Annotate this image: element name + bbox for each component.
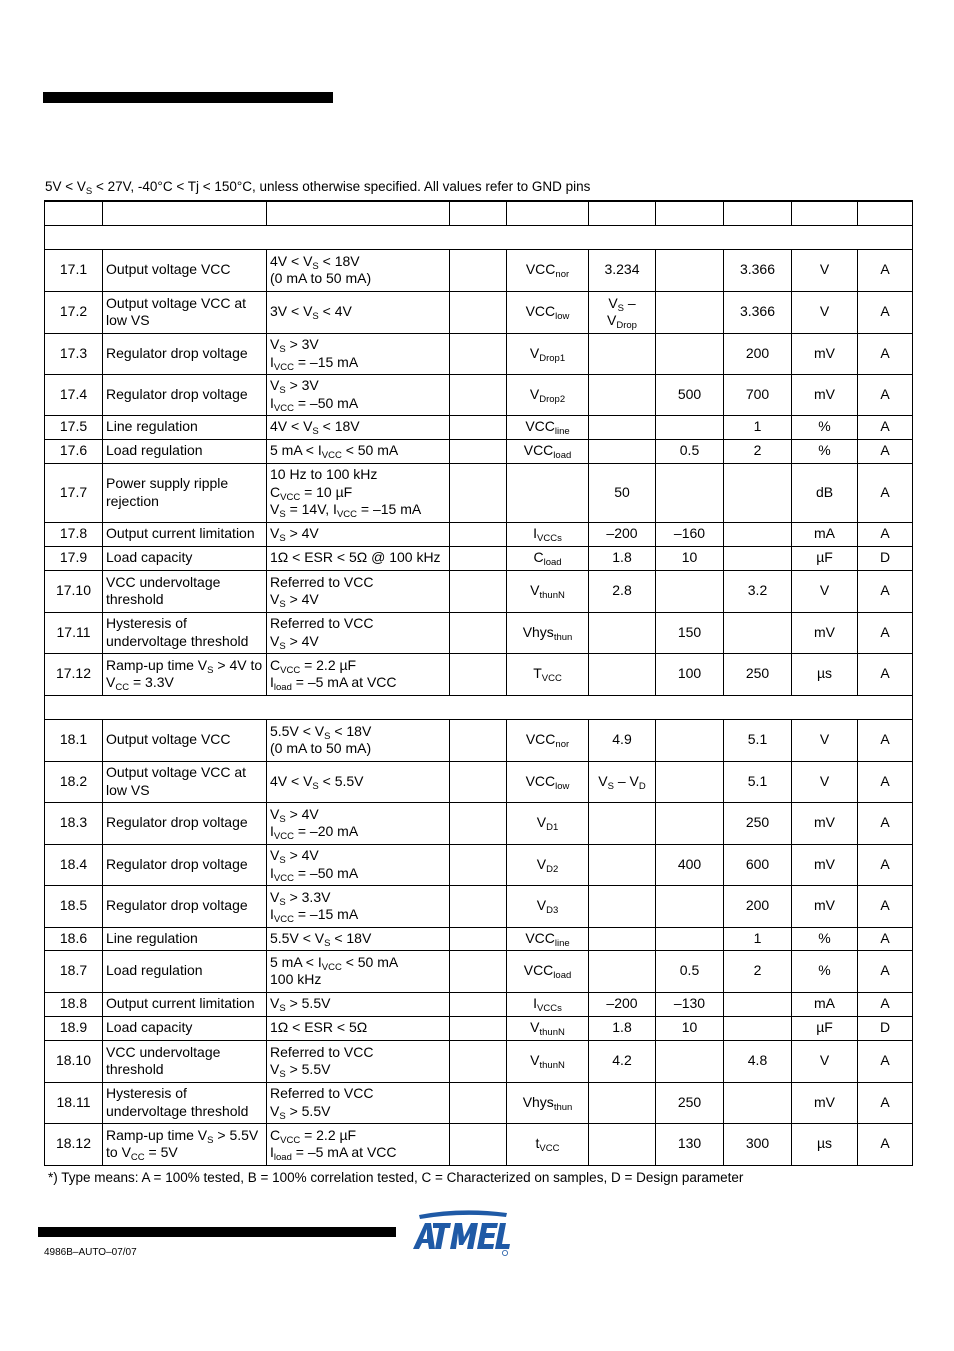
cell-param-number: 18.10 (45, 1040, 103, 1082)
cell-max (724, 463, 792, 522)
cell-pin (450, 653, 507, 695)
cell-type: D (858, 546, 913, 570)
cell-type: A (858, 802, 913, 844)
cell-pin (450, 844, 507, 885)
cell-parameter: Hysteresis of undervoltage threshold (103, 1082, 267, 1123)
cell-max (724, 522, 792, 546)
cell-typ (656, 885, 724, 927)
cell-max (724, 612, 792, 653)
cell-pin (450, 950, 507, 992)
cell-symbol: $V_{thunN}$ (507, 570, 589, 612)
cell-unit: V (792, 291, 858, 333)
cell-parameter: Power supply ripple rejection (103, 463, 267, 522)
cell-param-number: 18.8 (45, 992, 103, 1016)
cell-test-conditions: $5.5V < V_S < 18V$ (267, 927, 450, 950)
cell-max: 3.2 (724, 570, 792, 612)
cell-type: A (858, 612, 913, 653)
cell-param-number: 17.1 (45, 249, 103, 291)
cell-param-number: 17.11 (45, 612, 103, 653)
cell-max: 600 (724, 844, 792, 885)
cell-max (724, 546, 792, 570)
table-row (45, 374, 913, 415)
cell-min (589, 1082, 656, 1123)
cell-type: A (858, 761, 913, 802)
cell-symbol: $VCC_{low}$ (507, 761, 589, 802)
cell-min: –200 (589, 522, 656, 546)
cell-unit: mA (792, 522, 858, 546)
cell-test-conditions: 1Ω < ESR < 5Ω (267, 1016, 450, 1040)
header-pin (450, 201, 507, 225)
cell-max: 3.366 (724, 249, 792, 291)
cell-type: A (858, 291, 913, 333)
header-typ (656, 201, 724, 225)
cell-symbol: $T_{VCC}$ (507, 653, 589, 695)
cell-unit: dB (792, 463, 858, 522)
cell-param-number: 18.11 (45, 1082, 103, 1123)
cell-symbol: $VCC_{nor}$ (507, 719, 589, 761)
cell-typ (656, 463, 724, 522)
cell-typ: 400 (656, 844, 724, 885)
cell-typ (656, 927, 724, 950)
cell-pin (450, 546, 507, 570)
table-row (45, 1082, 913, 1123)
cell-typ: 10 (656, 546, 724, 570)
cell-test-conditions: $C_{VCC} = 2.2$ µF $I_{load} = -5$ mA at VCC (267, 653, 450, 695)
cell-max: 2 (724, 439, 792, 463)
cell-unit: % (792, 950, 858, 992)
cell-typ: 0.5 (656, 950, 724, 992)
cell-pin (450, 761, 507, 802)
cell-pin (450, 1016, 507, 1040)
cell-min: 4.2 (589, 1040, 656, 1082)
cell-pin (450, 612, 507, 653)
table-row (45, 1123, 913, 1165)
cell-type: A (858, 1082, 913, 1123)
cell-unit: mV (792, 802, 858, 844)
cell-parameter: Regulator drop voltage (103, 844, 267, 885)
cell-typ: 0.5 (656, 439, 724, 463)
cell-min (589, 612, 656, 653)
cell-unit: mV (792, 612, 858, 653)
table-row (45, 802, 913, 844)
cell-type: A (858, 927, 913, 950)
cell-symbol: $VCC_{low}$ (507, 291, 589, 333)
cell-min (589, 844, 656, 885)
cell-test-conditions: $V_S > 5.5V$ (267, 992, 450, 1016)
cell-unit: µF (792, 1016, 858, 1040)
cell-min: 1.8 (589, 1016, 656, 1040)
cell-pin (450, 522, 507, 546)
cell-symbol: $t_{VCC}$ (507, 1123, 589, 1165)
cell-min (589, 653, 656, 695)
cell-test-conditions: $V_S > 4V$ (267, 522, 450, 546)
cell-pin (450, 463, 507, 522)
cell-param-number: 18.1 (45, 719, 103, 761)
cell-test-conditions: Referred to VCC $V_S > 5.5V$ (267, 1040, 450, 1082)
header-rule (43, 92, 333, 103)
table-row (45, 570, 913, 612)
cell-symbol: $I_{VCCs}$ (507, 522, 589, 546)
cell-typ: 130 (656, 1123, 724, 1165)
cell-typ (656, 1040, 724, 1082)
cell-pin (450, 333, 507, 374)
cell-typ (656, 802, 724, 844)
cell-symbol: $VCC_{load}$ (507, 950, 589, 992)
cell-max (724, 1082, 792, 1123)
cell-min: $V_S - V_D$ (589, 761, 656, 802)
type-footnote: *) Type means: A = 100% tested, B = 100% correlation tested, C = Characterized on samples, D = Design parameter (48, 1170, 744, 1185)
cell-param-number: 17.6 (45, 439, 103, 463)
table-row (45, 1016, 913, 1040)
cell-pin (450, 885, 507, 927)
cell-param-number: 18.3 (45, 802, 103, 844)
cell-typ: 150 (656, 612, 724, 653)
cell-unit: % (792, 927, 858, 950)
atmel-logo (411, 1209, 511, 1258)
cell-min (589, 439, 656, 463)
cell-max: 200 (724, 885, 792, 927)
cell-parameter: Ramp-up time $V_S > 4V$ to $V_{CC} = 3.3V$ (103, 653, 267, 695)
cell-parameter: Output voltage VCC at low VS (103, 761, 267, 802)
cell-typ: –130 (656, 992, 724, 1016)
table-row (45, 885, 913, 927)
header-unit (792, 201, 858, 225)
cell-pin (450, 249, 507, 291)
cell-parameter: Ramp-up time $V_S > 5.5V$ to $V_{CC} = 5V$ (103, 1123, 267, 1165)
table-row (45, 844, 913, 885)
cell-typ (656, 570, 724, 612)
section-heading (45, 225, 913, 249)
cell-parameter: Output voltage VCC (103, 249, 267, 291)
cell-parameter: Line regulation (103, 415, 267, 439)
cell-symbol: $V_{thunN}$ (507, 1016, 589, 1040)
cell-unit: mV (792, 374, 858, 415)
cell-pin (450, 374, 507, 415)
cell-max: 250 (724, 802, 792, 844)
cell-typ: 10 (656, 1016, 724, 1040)
header-parameter (103, 201, 267, 225)
cell-max: 300 (724, 1123, 792, 1165)
cell-unit: µF (792, 546, 858, 570)
cell-pin (450, 439, 507, 463)
cell-typ (656, 415, 724, 439)
table-row (45, 249, 913, 291)
cell-param-number: 18.9 (45, 1016, 103, 1040)
cell-type: D (858, 1016, 913, 1040)
cell-symbol: $V_{Drop2}$ (507, 374, 589, 415)
cell-parameter: Load regulation (103, 950, 267, 992)
cell-parameter: Load regulation (103, 439, 267, 463)
cell-type: A (858, 415, 913, 439)
cell-max: 1 (724, 927, 792, 950)
section-heading (45, 695, 913, 719)
cell-min (589, 950, 656, 992)
section-row (45, 225, 913, 249)
cell-max: 250 (724, 653, 792, 695)
cell-param-number: 18.7 (45, 950, 103, 992)
cell-param-number: 18.4 (45, 844, 103, 885)
cell-param-number: 18.2 (45, 761, 103, 802)
cell-pin (450, 992, 507, 1016)
table-row (45, 612, 913, 653)
table-row (45, 415, 913, 439)
cell-min: $V_S$ – $V_{Drop}$ (589, 291, 656, 333)
cell-pin (450, 719, 507, 761)
cell-min (589, 333, 656, 374)
cell-pin (450, 570, 507, 612)
cell-symbol: $V_{D3}$ (507, 885, 589, 927)
cell-test-conditions: 1Ω < ESR < 5Ω @ 100 kHz (267, 546, 450, 570)
header-param-number (45, 201, 103, 225)
cell-unit: V (792, 570, 858, 612)
cell-min: 2.8 (589, 570, 656, 612)
cell-test-conditions: $C_{VCC} = 2.2$ µF $I_{load} = -5$ mA at VCC (267, 1123, 450, 1165)
cell-type: A (858, 463, 913, 522)
cell-test-conditions: $V_S > 3.3V$ $I_{VCC} = -15$ mA (267, 885, 450, 927)
cell-type: A (858, 950, 913, 992)
cell-parameter: Regulator drop voltage (103, 333, 267, 374)
cell-type: A (858, 570, 913, 612)
header-test-conditions (267, 201, 450, 225)
table-row (45, 439, 913, 463)
cell-test-conditions: 10 Hz to 100 kHz $C_{VCC} = 10$ µF $V_S = 14V$, $I_{VCC} = -15$ mA (267, 463, 450, 522)
cell-parameter: Output current limitation (103, 992, 267, 1016)
cell-typ: 100 (656, 653, 724, 695)
header-type (858, 201, 913, 225)
cell-parameter: Regulator drop voltage (103, 802, 267, 844)
cell-type: A (858, 1123, 913, 1165)
cell-min: 3.234 (589, 249, 656, 291)
cell-pin (450, 802, 507, 844)
table-row (45, 1040, 913, 1082)
cell-pin (450, 1082, 507, 1123)
cell-max: 4.8 (724, 1040, 792, 1082)
cell-test-conditions: 5 mA < $I_{VCC} < 50$ mA 100 kHz (267, 950, 450, 992)
table-row (45, 522, 913, 546)
cell-min (589, 1123, 656, 1165)
cell-unit: mA (792, 992, 858, 1016)
cell-symbol: $V_{D1}$ (507, 802, 589, 844)
cell-type: A (858, 992, 913, 1016)
cell-min: 1.8 (589, 546, 656, 570)
cell-typ: 250 (656, 1082, 724, 1123)
cell-min: 50 (589, 463, 656, 522)
cell-type: A (858, 439, 913, 463)
cell-typ (656, 333, 724, 374)
cell-type: A (858, 885, 913, 927)
cell-test-conditions: $V_S > 3V$ $I_{VCC} = -50$ mA (267, 374, 450, 415)
cell-max: 1 (724, 415, 792, 439)
cell-symbol: $VCC_{load}$ (507, 439, 589, 463)
cell-test-conditions: $4V < V_S < 18V$ (0 mA to 50 mA) (267, 249, 450, 291)
header-symbol (507, 201, 589, 225)
cell-test-conditions: $3V < V_S < 4V$ (267, 291, 450, 333)
cell-unit: % (792, 439, 858, 463)
cell-type: A (858, 653, 913, 695)
header-min (589, 201, 656, 225)
cell-parameter: Output voltage VCC (103, 719, 267, 761)
cell-param-number: 18.6 (45, 927, 103, 950)
cell-param-number: 17.9 (45, 546, 103, 570)
cell-param-number: 17.5 (45, 415, 103, 439)
cell-symbol: $VCC_{line}$ (507, 927, 589, 950)
cell-min: 4.9 (589, 719, 656, 761)
cell-test-conditions: Referred to VCC $V_S > 4V$ (267, 570, 450, 612)
cell-min: –200 (589, 992, 656, 1016)
cell-max (724, 992, 792, 1016)
cell-typ (656, 761, 724, 802)
cell-max: 5.1 (724, 761, 792, 802)
cell-unit: mV (792, 333, 858, 374)
document-number: 4986B–AUTO–07/07 (44, 1247, 137, 1258)
cell-symbol: $V_{D2}$ (507, 844, 589, 885)
table-row (45, 761, 913, 802)
table-row (45, 291, 913, 333)
cell-typ: 500 (656, 374, 724, 415)
cell-max: 3.366 (724, 291, 792, 333)
cell-param-number: 17.4 (45, 374, 103, 415)
cell-parameter: Output current limitation (103, 522, 267, 546)
cell-test-conditions: $5.5V < V_S < 18V$ (0 mA to 50 mA) (267, 719, 450, 761)
cell-test-conditions: $4V < V_S < 5.5V$ (267, 761, 450, 802)
cell-parameter: VCC undervoltage threshold (103, 570, 267, 612)
cell-max: 200 (724, 333, 792, 374)
cell-parameter: VCC undervoltage threshold (103, 1040, 267, 1082)
cell-parameter: Hysteresis of undervoltage threshold (103, 612, 267, 653)
table-row (45, 950, 913, 992)
cell-test-conditions: Referred to VCC $V_S > 5.5V$ (267, 1082, 450, 1123)
cell-pin (450, 1040, 507, 1082)
cell-type: A (858, 1040, 913, 1082)
cell-parameter: Load capacity (103, 546, 267, 570)
cell-param-number: 17.3 (45, 333, 103, 374)
cell-unit: µs (792, 653, 858, 695)
cell-unit: V (792, 1040, 858, 1082)
cell-typ: –160 (656, 522, 724, 546)
cell-max: 2 (724, 950, 792, 992)
cell-test-conditions: 5 mA < $I_{VCC} < 50$ mA (267, 439, 450, 463)
table-row (45, 653, 913, 695)
cell-type: A (858, 719, 913, 761)
table-row (45, 333, 913, 374)
table-row (45, 719, 913, 761)
cell-test-conditions: Referred to VCC $V_S > 4V$ (267, 612, 450, 653)
cell-parameter: Load capacity (103, 1016, 267, 1040)
cell-param-number: 17.2 (45, 291, 103, 333)
cell-param-number: 17.8 (45, 522, 103, 546)
cell-symbol: $VCC_{line}$ (507, 415, 589, 439)
cell-type: A (858, 522, 913, 546)
cell-typ (656, 291, 724, 333)
section-row (45, 695, 913, 719)
cell-unit: mV (792, 885, 858, 927)
table-header-row (45, 201, 913, 225)
cell-test-conditions: $V_S > 3V$ $I_{VCC} = -15$ mA (267, 333, 450, 374)
cell-type: A (858, 249, 913, 291)
cell-unit: mV (792, 1082, 858, 1123)
cell-unit: µs (792, 1123, 858, 1165)
cell-symbol: $I_{VCCs}$ (507, 992, 589, 1016)
cell-unit: % (792, 415, 858, 439)
cell-typ (656, 719, 724, 761)
cell-max (724, 1016, 792, 1040)
cell-param-number: 17.7 (45, 463, 103, 522)
cell-type: A (858, 844, 913, 885)
cell-parameter: Line regulation (103, 927, 267, 950)
cell-pin (450, 291, 507, 333)
cell-param-number: 17.10 (45, 570, 103, 612)
cell-unit: V (792, 719, 858, 761)
cell-min (589, 885, 656, 927)
header-max (724, 201, 792, 225)
cell-symbol: $V_{thunN}$ (507, 1040, 589, 1082)
cell-pin (450, 927, 507, 950)
cell-max: 5.1 (724, 719, 792, 761)
cell-unit: V (792, 249, 858, 291)
cell-parameter: Output voltage VCC at low VS (103, 291, 267, 333)
cell-symbol: Vhys$_{thun}$ (507, 1082, 589, 1123)
cell-param-number: 18.5 (45, 885, 103, 927)
cell-min (589, 415, 656, 439)
cell-unit: mV (792, 844, 858, 885)
cell-test-conditions: $V_S > 4V$ $I_{VCC} = -20$ mA (267, 802, 450, 844)
cell-param-number: 18.12 (45, 1123, 103, 1165)
cell-max: 700 (724, 374, 792, 415)
cell-typ (656, 249, 724, 291)
table-row (45, 927, 913, 950)
cell-type: A (858, 333, 913, 374)
test-conditions: $5V < V_S < 27V$, -40°C < Tj < 150°C, unless otherwise specified. All values refer to GND pins (45, 179, 591, 197)
cell-param-number: 17.12 (45, 653, 103, 695)
cell-unit: V (792, 761, 858, 802)
cell-symbol: $VCC_{nor}$ (507, 249, 589, 291)
electrical-characteristics-table (44, 200, 913, 1166)
cell-pin (450, 1123, 507, 1165)
cell-min (589, 927, 656, 950)
cell-type: A (858, 374, 913, 415)
cell-test-conditions: $V_S > 4V$ $I_{VCC} = -50$ mA (267, 844, 450, 885)
cell-symbol: Vhys$_{thun}$ (507, 612, 589, 653)
cell-pin (450, 415, 507, 439)
table-row (45, 463, 913, 522)
cell-test-conditions: $4V < V_S < 18V$ (267, 415, 450, 439)
table-row (45, 546, 913, 570)
cell-min (589, 374, 656, 415)
footer-rule (38, 1227, 396, 1237)
cell-min (589, 802, 656, 844)
cell-symbol: $V_{Drop1}$ (507, 333, 589, 374)
table-row (45, 992, 913, 1016)
cell-parameter: Regulator drop voltage (103, 374, 267, 415)
cell-symbol (507, 463, 589, 522)
cell-parameter: Regulator drop voltage (103, 885, 267, 927)
cell-symbol: $C_{load}$ (507, 546, 589, 570)
